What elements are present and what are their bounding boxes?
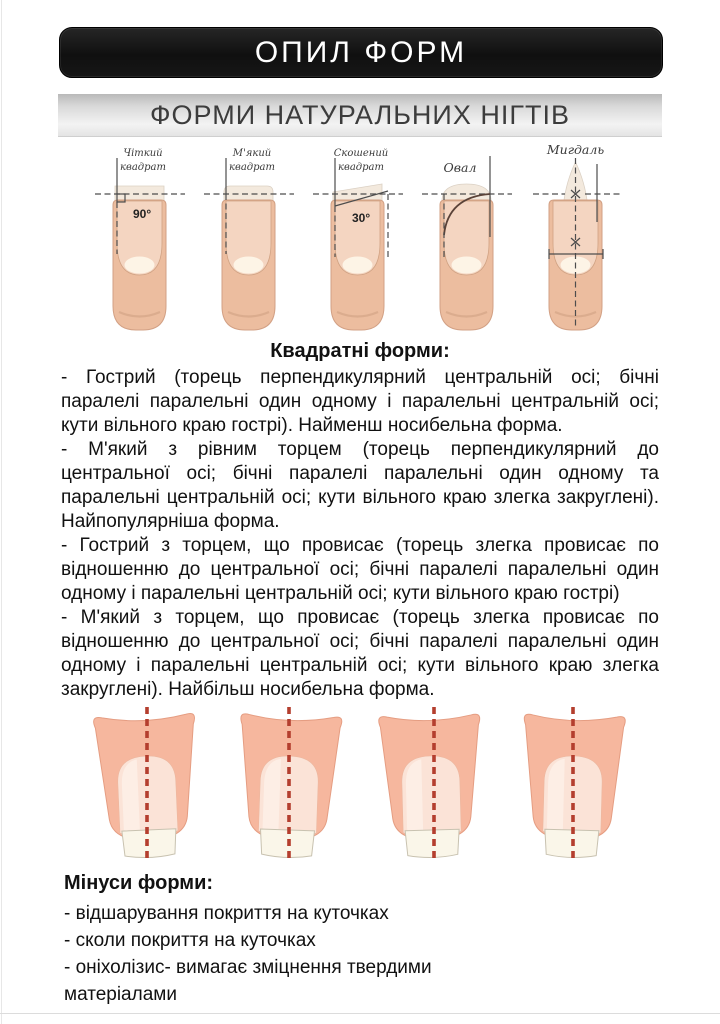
title-banner <box>59 27 663 78</box>
nail-shape-label: квадрат <box>229 162 275 173</box>
natural-nail-shapes-figure <box>87 142 633 338</box>
minuses-item: - сколи покриття на куточках <box>64 930 316 951</box>
nail-shape-label: Скошений <box>333 148 389 159</box>
nail-axis-diagram <box>224 702 354 862</box>
nail-shape-label: квадрат <box>338 162 384 173</box>
page-subtitle: ФОРМИ НАТУРАЛЬНИХ НІГТІВ <box>150 99 570 130</box>
nail-diagram-sharp-square <box>87 142 192 338</box>
subtitle-banner <box>58 94 662 137</box>
nail-shape-label: Чіткий <box>123 148 163 159</box>
nail-diagram-beveled-square <box>305 142 410 338</box>
angle-label: 30° <box>352 211 371 225</box>
minuses-item: - відшарування покриття на куточках <box>64 903 389 924</box>
square-forms-item: - Гострий з торцем, що провисає (торець злегка провисає по відношенню до центральної осі; бічні паралелі паралельні один одному і паралельні центральній осі; кути вільного краю гострі) <box>61 535 659 604</box>
nail-illustration <box>379 714 484 859</box>
nail-axis-figure <box>82 702 638 862</box>
page-left-edge <box>1 0 2 1024</box>
square-forms-item: - М'який з рівним торцем (торець перпендикулярний до центральної осі; бічні паралелі паралельні один одному та паралельні центральній осі; кути вільного краю злегка закруглені). Найпопулярніша форма. <box>61 439 659 532</box>
nail-shape-label: Овал <box>443 160 477 175</box>
nail-axis-diagram <box>366 702 496 862</box>
square-forms-text <box>61 366 659 702</box>
free-edge-shape <box>333 184 382 201</box>
nail-axis-diagram <box>82 702 212 862</box>
minuses-heading: Мінуси форми: <box>64 872 214 894</box>
page-bottom-edge <box>0 1013 720 1014</box>
nail-axis-diagram <box>508 702 638 862</box>
nail-diagram-almond <box>523 142 628 338</box>
nail-shape-label: М'який <box>232 148 272 159</box>
minuses-section <box>64 870 534 1008</box>
square-forms-heading: Квадратні форми: <box>270 340 450 362</box>
square-forms-item: - М'який з торцем, що провисає (торець злегка провисає по відношенню до центральної осі; бічні паралелі паралельні один одному і паралельні центральній осі; кути вільного краю злегка закруглені). Найбільш носибельна форма. <box>61 607 659 700</box>
square-forms-item: - Гострий (торець перпендикулярний центральній осі; бічні паралелі паралельні один одному і паралельні центральній осі; кути вільного краю гострі). Найменш носибельна форма. <box>61 367 659 436</box>
free-edge-shape <box>442 184 491 201</box>
finger-illustration <box>222 200 275 330</box>
page-title: ОПИЛ ФОРМ <box>254 35 468 69</box>
nail-diagram-soft-square <box>196 142 301 338</box>
nail-diagram-oval <box>414 142 519 338</box>
nail-shape-label: квадрат <box>120 162 166 173</box>
angle-label: 90° <box>133 207 152 221</box>
nail-shape-label: Мигдаль <box>546 142 605 157</box>
minuses-item: - оніхолізис- вимагає зміцнення твердими матеріалами <box>64 957 432 1005</box>
